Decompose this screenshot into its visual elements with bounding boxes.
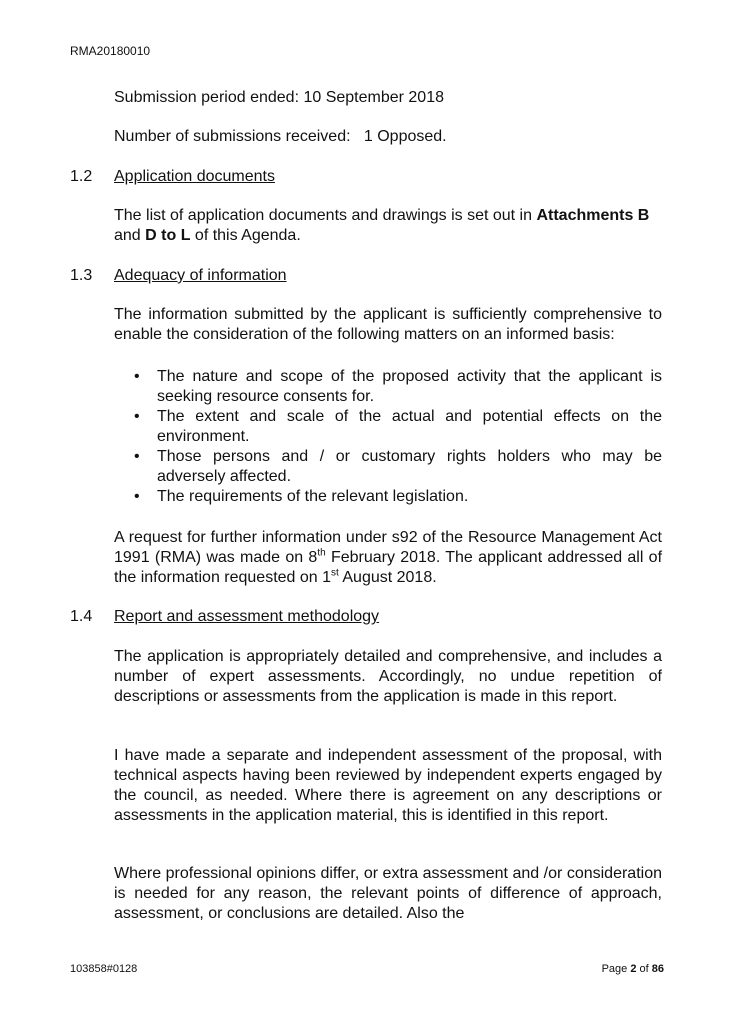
text-run: and — [114, 227, 146, 244]
text-run: of this Agenda. — [190, 227, 301, 244]
footer-page-number — [602, 963, 664, 975]
list-item — [114, 367, 662, 407]
attachments-bold: Attachments B — [536, 207, 650, 224]
text-run: February 2018. The applicant addressed all of the information requested on 1 — [114, 549, 663, 586]
page-prefix: Page — [601, 963, 631, 975]
further-information-paragraph — [114, 528, 662, 588]
application-documents-paragraph — [114, 206, 662, 246]
section-heading-1-4 — [70, 607, 379, 627]
section-number: 1.3 — [70, 267, 93, 284]
list-item — [114, 407, 662, 447]
methodology-paragraph-2: I have made a separate and independent assessment of the proposal, with technical aspects having been reviewed by independent experts engaged by the council, as needed. Where there is agreement on any descriptions or assessments in the application material, this is identified in this report. — [114, 747, 662, 824]
text-run: The list of application documents and drawings is set out in — [114, 207, 537, 224]
page-of: of — [636, 963, 652, 975]
ordinal-suffix: st — [331, 567, 339, 579]
matters-list — [114, 367, 662, 507]
bullet-icon: • — [134, 408, 140, 425]
section-heading-1-3 — [70, 266, 287, 286]
header-reference: RMA20180010 — [70, 44, 151, 58]
methodology-paragraph-3: Where professional opinions differ, or extra assessment and /or consideration is needed for any reason, the relevant points of difference of approach, assessment, or conclusions are detailed. Also the — [114, 865, 662, 922]
text-run: A request for further information under s92 of the Resource Management Act 1991 (RMA) was made on 8 — [114, 529, 662, 566]
list-item — [114, 487, 662, 507]
section-title: Report and assessment methodology — [114, 608, 380, 625]
submissions-received: Number of submissions received: 1 Opposed. — [114, 128, 447, 145]
section-number: 1.2 — [70, 168, 93, 185]
ordinal-suffix: th — [317, 547, 326, 559]
text-run: August 2018. — [338, 569, 437, 586]
footer-document-id: 103858#0128 — [70, 963, 138, 975]
list-item-text: The nature and scope of the proposed activity that the applicant is seeking resource consents for. — [157, 368, 662, 405]
submission-period: Submission period ended: 10 September 2018 — [114, 89, 444, 106]
section-number: 1.4 — [70, 608, 93, 625]
section-title: Application documents — [114, 168, 275, 185]
page-current: 2 — [630, 963, 637, 975]
methodology-paragraph-1: The application is appropriately detailed and comprehensive, and includes a number of expert assessments. Accordingly, no undue repetition of descriptions or assessments from the application is made in this report. — [114, 648, 662, 705]
page-total: 86 — [651, 963, 664, 975]
adequacy-paragraph: The information submitted by the applicant is sufficiently comprehensive to enable the consideration of the following matters on an informed basis: — [114, 306, 662, 343]
bullet-icon: • — [134, 488, 140, 505]
list-item — [114, 447, 662, 487]
list-item-text: Those persons and / or customary rights holders who may be adversely affected. — [157, 448, 662, 485]
section-heading-1-2 — [70, 167, 275, 187]
bullet-icon: • — [134, 448, 140, 465]
list-item-text: The requirements of the relevant legislation. — [157, 488, 469, 505]
section-title: Adequacy of information — [114, 267, 287, 284]
bullet-icon: • — [134, 368, 140, 385]
list-item-text: The extent and scale of the actual and potential effects on the environment. — [157, 408, 662, 445]
attachments-range-bold: D to L — [145, 227, 191, 244]
